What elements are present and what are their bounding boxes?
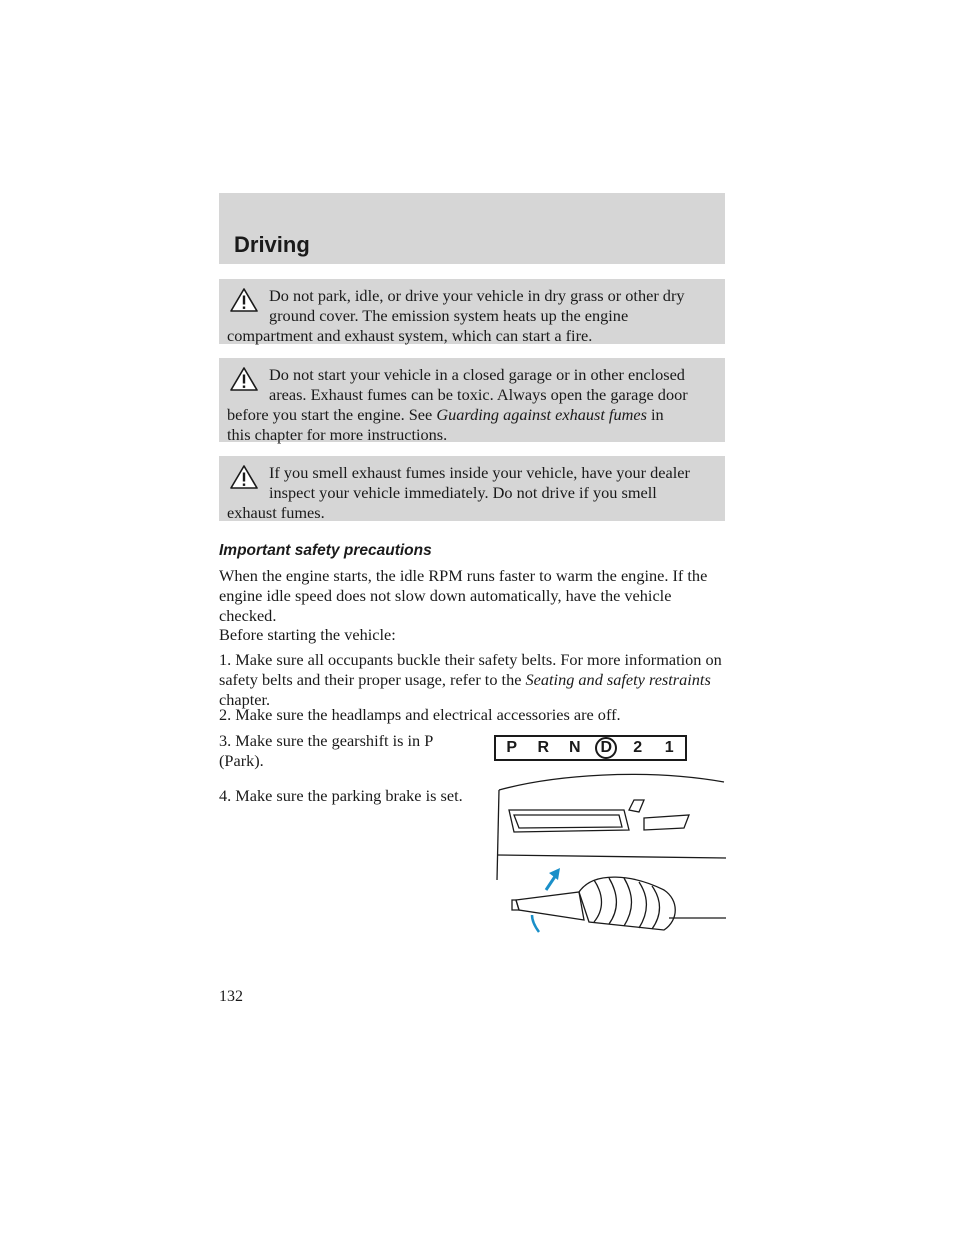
warning-text: this chapter for more instructions. (227, 425, 448, 444)
warning-text: before you start the engine. See (227, 405, 437, 424)
warning-triangle-icon (229, 464, 259, 490)
warning-box (219, 456, 725, 521)
body-text: chapter. (219, 690, 271, 709)
warning-box (219, 358, 725, 442)
gear-position: 1 (664, 739, 674, 756)
body-text: 1. Make sure all occupants buckle their safety belts. For more information on safety belts and their proper usage, refer to the (219, 650, 722, 689)
body-paragraph: Before starting the vehicle: (219, 625, 396, 644)
warning-text: exhaust fumes. (227, 503, 325, 522)
warning-triangle-icon (229, 366, 259, 392)
body-paragraph: 2. Make sure the headlamps and electrical accessories are off. (219, 705, 621, 724)
body-paragraph (219, 650, 725, 710)
gear-position: N (568, 739, 581, 756)
warning-text: in (646, 405, 664, 424)
warning-triangle-icon (229, 287, 259, 313)
cross-reference-link[interactable]: Guarding against exhaust fumes (436, 405, 647, 424)
gear-position-indicator (494, 735, 687, 761)
page-number: 132 (219, 988, 243, 1005)
warning-text: ground cover. The emission system heats up the engine (269, 306, 629, 325)
body-paragraph: 3. Make sure the gearshift is in P (Park). (219, 731, 433, 770)
gearshift-illustration (494, 770, 726, 935)
warning-box (219, 279, 725, 344)
section-title: Driving (234, 232, 310, 257)
gear-position: P (506, 739, 518, 756)
warning-text: areas. Exhaust fumes can be toxic. Always open the garage door (269, 385, 688, 404)
gear-position: R (537, 739, 550, 756)
warning-text: Do not start your vehicle in a closed garage or in other enclosed (269, 365, 685, 384)
cross-reference-link[interactable]: Seating and safety restraints (525, 670, 711, 689)
gear-position: 2 (633, 739, 643, 756)
body-paragraph: 4. Make sure the parking brake is set. (219, 786, 463, 805)
warning-text: If you smell exhaust fumes inside your vehicle, have your dealer (269, 463, 690, 482)
warning-text: Do not park, idle, or drive your vehicle in dry grass or other dry (269, 286, 685, 305)
warning-text: inspect your vehicle immediately. Do not drive if you smell (269, 483, 657, 502)
gear-position-selected: D (595, 737, 617, 759)
subsection-heading: Important safety precautions (219, 542, 432, 559)
warning-text: compartment and exhaust system, which can start a fire. (227, 326, 593, 345)
body-paragraph: When the engine starts, the idle RPM runs faster to warm the engine. If the engine idle speed does not slow down automatically, have the vehicle checked. (219, 566, 708, 625)
